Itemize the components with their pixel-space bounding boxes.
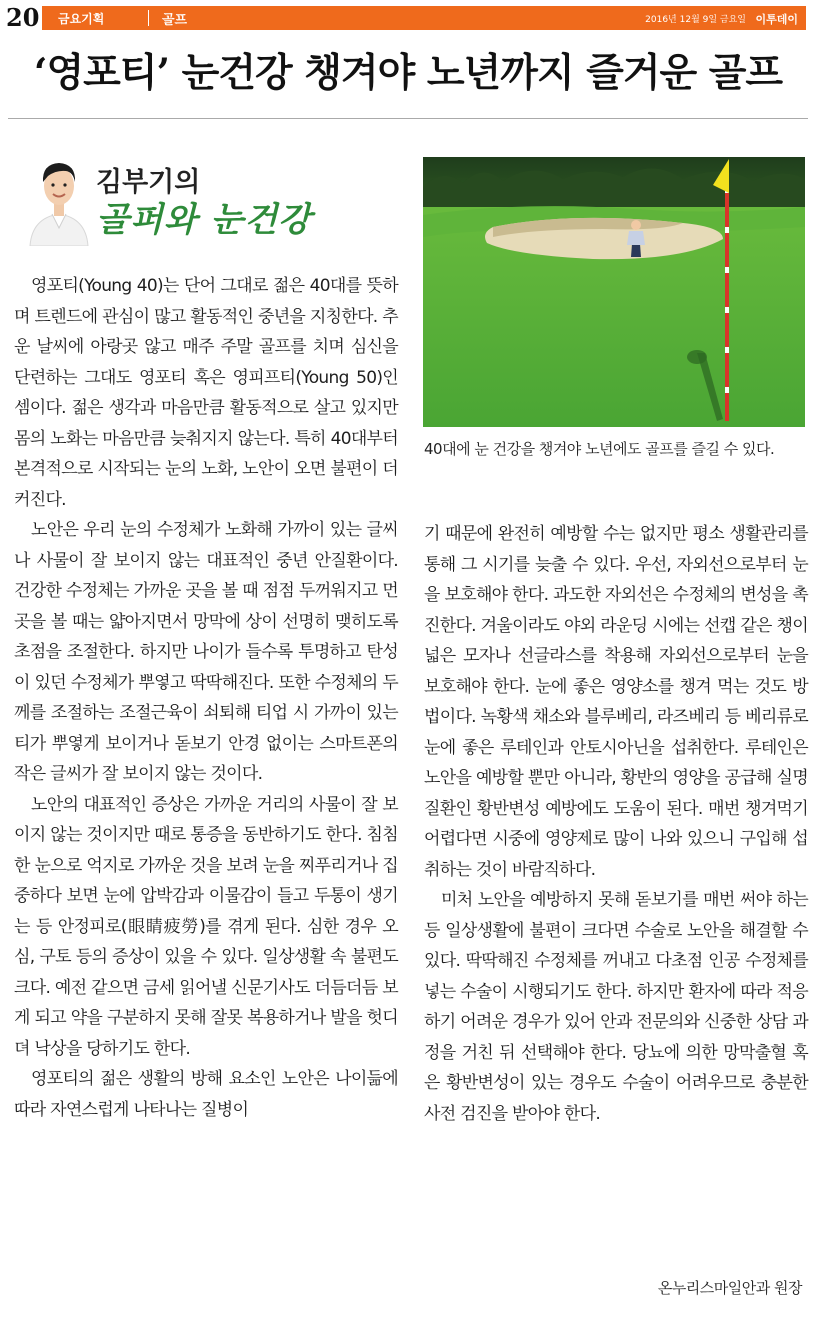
article-column-right xyxy=(424,519,808,1129)
publication-name: 이투데이 xyxy=(755,13,798,26)
article-paragraph: 노안의 대표적인 증상은 가까운 거리의 사물이 잘 보이지 않는 것이지만 때로 통증을 동반하기도 한다. 침침한 눈으로 억지로 가까운 것을 보려 눈을 찌푸리거나 집중하다 보면 눈에 압박감과 이물감이 들고 두통이 생기는 등 안정피로(眼睛疲勞)를 겪게 된다. 심한 경우 오심, 구토 등의 증상이 있을 수 있다. 일상생활 속 불편도 크다. 예전 같으면 금세 읽어낼 신문기사도 더듬더듬 보게 되고 약을 구분하지 못해 잘못 복용하거나 발을 헛디뎌 낙상을 당하기도 한다. xyxy=(14,794,398,1059)
section-bar xyxy=(42,6,806,30)
section-label: 금요기획 xyxy=(58,12,105,26)
headline: ‘영포티’ 눈건강 챙겨야 노년까지 즐거운 골프 xyxy=(33,50,783,96)
author-signature: 온누리스마일안과 원장 xyxy=(657,1279,802,1297)
article-paragraph: 노안은 우리 눈의 수정체가 노화해 가까이 있는 글씨나 사물이 잘 보이지 않는 대표적인 중년 안질환이다. 건강한 수정체는 가까운 곳을 볼 때 점점 두꺼워지고 먼 곳을 볼 때는 얇아지면서 망막에 상이 선명히 맺히도록 초점을 조절한다. 하지만 나이가 들수록 투명하고 탄성이 있던 수정체가 뿌옇고 딱딱해진다. 또한 수정체의 두께를 조절하는 조절근육이 쇠퇴해 티업 시 가까이 있는 티가 뿌옇게 보이거나 돋보기 안경 없이는 스마트폰의 작은 글씨가 잘 보이지 않는 것이다. xyxy=(14,520,398,784)
author-name: 김부기의 xyxy=(96,167,201,198)
article-paragraph: 미처 노안을 예방하지 못해 돋보기를 매번 써야 하는 등 일상생활에 불편이 크다면 수술로 노안을 해결할 수 있다. 딱딱해진 수정체를 꺼내고 다초점 인공 수정체를 넣는 수술이 시행되기도 한다. 하지만 환자에 따라 적응하기 어려운 경우가 있어 안과 전문의와 신중한 상담 과정을 거친 뒤 선택해야 한다. 당뇨에 의한 망막출혈 혹은 황반변성이 있는 경우도 수술이 어려우므로 충분한 사전 검진을 받아야 한다. xyxy=(424,890,808,1124)
article-column-left xyxy=(14,271,398,1125)
headline-rule xyxy=(8,118,808,119)
photo-caption: 40대에 눈 건강을 챙겨야 노년에도 골프를 즐길 수 있다. xyxy=(424,440,775,458)
page-number: 20 xyxy=(6,3,40,32)
column-title: 골퍼와 눈건강 xyxy=(96,200,312,240)
golf-course-photo xyxy=(423,157,805,427)
article-paragraph: 영포티의 젊은 생활의 방해 요소인 노안은 나이듦에 따라 자연스럽게 나타나는 질병이 xyxy=(14,1069,398,1120)
article-paragraph: 영포티(Young 40)는 단어 그대로 젊은 40대를 뜻하며 트렌드에 관심이 많고 활동적인 중년을 지칭한다. 추운 날씨에 아랑곳 않고 매주 주말 골프를 치며 심신을 단련하는 그대도 영포티 혹은 영피프티(Young 50)인 셈이다. 젊은 생각과 마음만큼 활동적으로 살고 있지만 몸의 노화는 마음만큼 늦춰지지 않는다. 특히 40대부터 본격적으로 시작되는 눈의 노화, 노안이 오면 불편이 더 커진다. xyxy=(14,276,398,510)
author-photo xyxy=(26,146,92,246)
section-divider xyxy=(148,10,149,26)
subsection-label: 골프 xyxy=(162,13,188,28)
article-paragraph: 기 때문에 완전히 예방할 수는 없지만 평소 생활관리를 통해 그 시기를 늦출 수 있다. 우선, 자외선으로부터 눈을 보호해야 한다. 과도한 자외선은 수정체의 변성을 촉진한다. 겨울이라도 야외 라운딩 시에는 선캡 같은 챙이 넓은 모자나 선글라스를 착용해 자외선으로부터 눈을 보호해야 한다. 눈에 좋은 영양소를 챙겨 먹는 것도 방법이다. 녹황색 채소와 블루베리, 라즈베리 등 베리류로 눈에 좋은 루테인과 안토시아닌을 섭취한다. 루테인은 노안을 예방할 뿐만 아니라, 황반의 영양을 공급해 실명 질환인 황반변성 예방에도 도움이 된다. 매번 챙겨먹기 어렵다면 시중에 영양제로 많이 나와 있으니 구입해 섭취하는 것이 바람직하다. xyxy=(424,524,808,880)
issue-date: 2016년 12월 9일 금요일 xyxy=(645,15,746,25)
